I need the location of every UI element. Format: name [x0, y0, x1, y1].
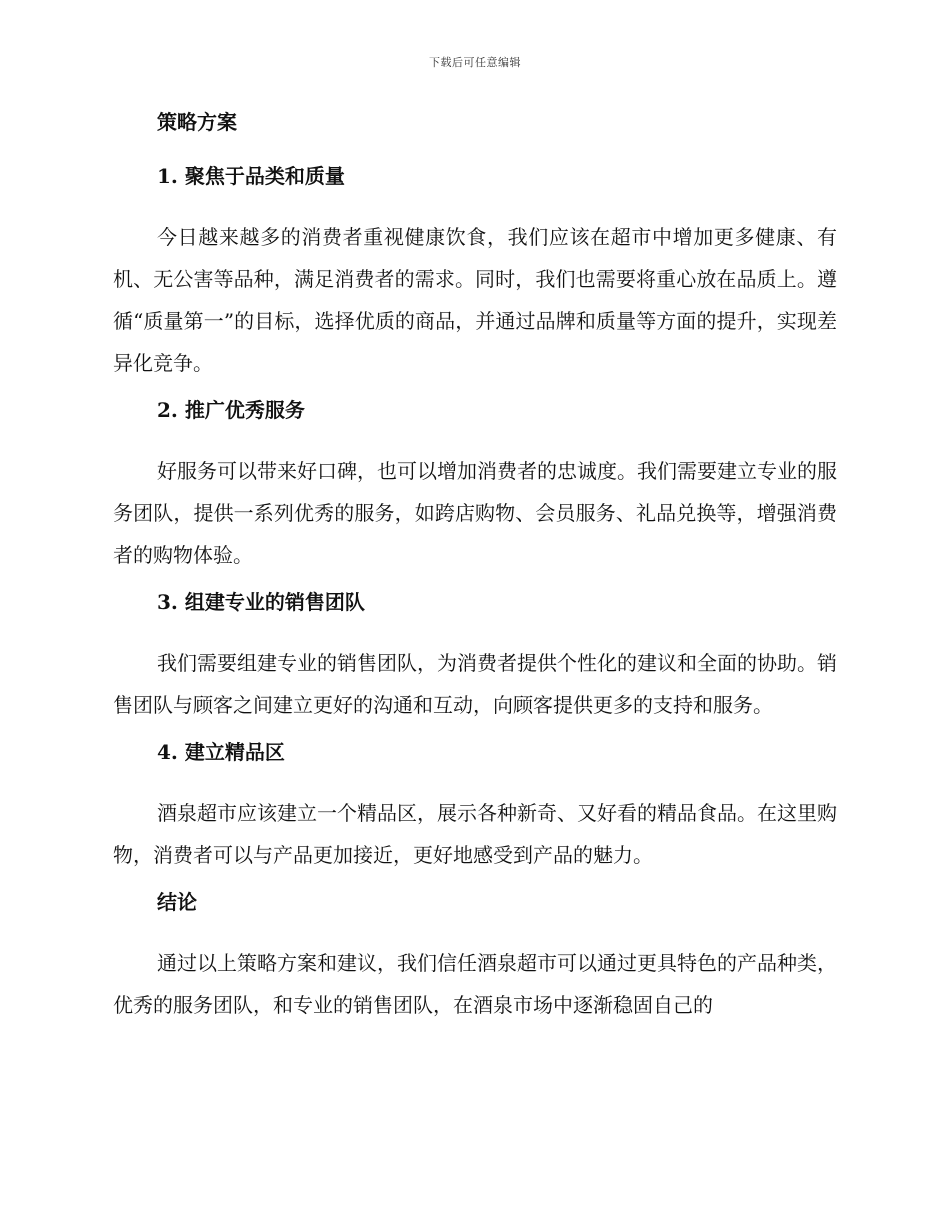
paragraph-category-quality: 今日越来越多的消费者重视健康饮食，我们应该在超市中增加更多健康、有机、无公害等品种，满足消费者的需求。同时，我们也需要将重心放在品质上。遵循“质量第一”的目标，选择优质的商品，并通过品牌和质量等方面的提升，实现差异化竞争。	[113, 225, 837, 375]
paragraph-boutique-area: 酒泉超市应该建立一个精品区，展示各种新奇、又好看的精品食品。在这里购物，消费者可以与产品更加接近，更好地感受到产品的魅力。	[113, 801, 837, 867]
paragraph-conclusion: 通过以上策略方案和建议，我们信任酒泉超市可以通过更具特色的产品种类，优秀的服务团队，和专业的销售团队，在酒泉市场中逐渐稳固自己的	[113, 951, 837, 1017]
document-body	[113, 108, 837, 1038]
subheading-service: 2. 推广优秀服务	[157, 398, 305, 422]
paragraph-service: 好服务可以带来好口碑，也可以增加消费者的忠诚度。我们需要建立专业的服务团队，提供一系列优秀的服务，如跨店购物、会员服务、礼品兑换等，增强消费者的购物体验。	[113, 459, 837, 567]
page-header: 下载后可任意编辑	[429, 56, 521, 69]
subheading-sales-team: 3. 组建专业的销售团队	[157, 590, 365, 614]
subheading-boutique-area: 4. 建立精品区	[157, 740, 285, 764]
subheading-category-quality: 1. 聚焦于品类和质量	[157, 164, 345, 188]
section-heading-conclusion: 结论	[157, 890, 197, 914]
paragraph-sales-team: 我们需要组建专业的销售团队，为消费者提供个性化的建议和全面的协助。销售团队与顾客之间建立更好的沟通和互动，向顾客提供更多的支持和服务。	[113, 651, 837, 717]
section-heading-strategy: 策略方案	[157, 110, 237, 134]
